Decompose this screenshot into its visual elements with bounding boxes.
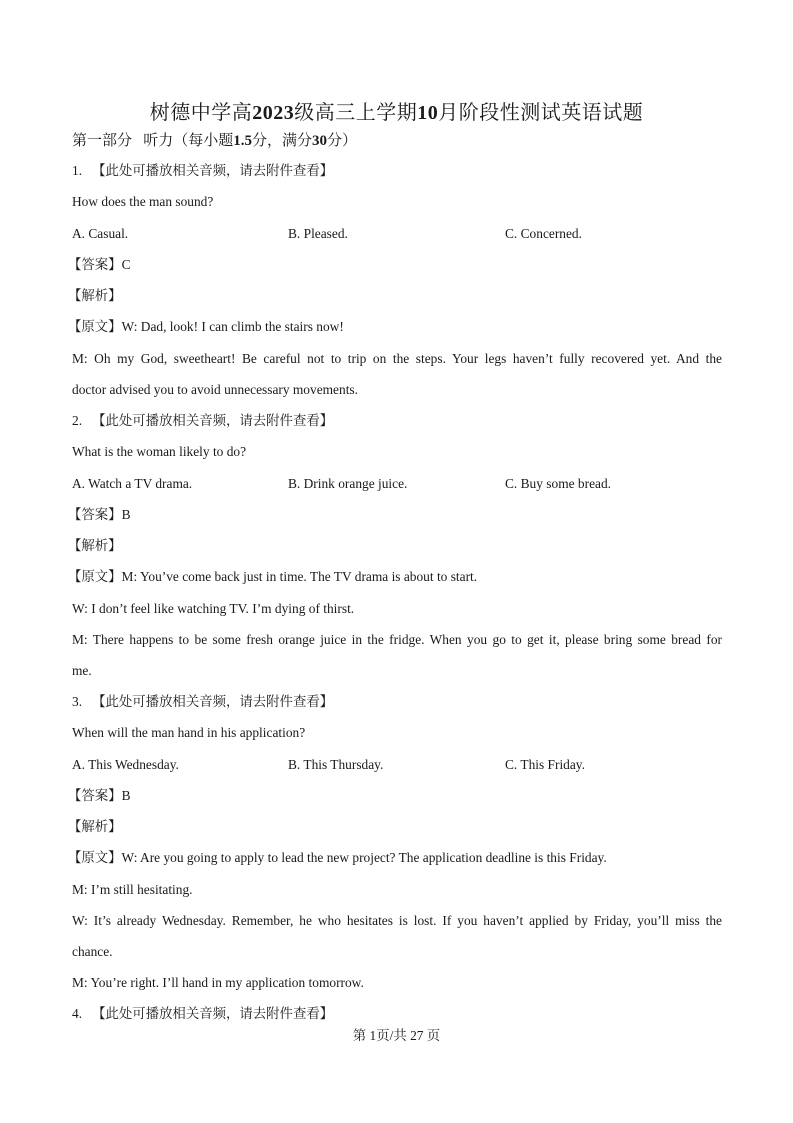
question-2-header: 2. 【此处可播放相关音频，请去附件查看】 — [72, 413, 334, 428]
question-3-option-a: A. This Wednesday. — [72, 757, 179, 772]
question-4-header: 4. 【此处可播放相关音频，请去附件查看】 — [72, 1006, 334, 1021]
question-1-stem: How does the man sound? — [72, 194, 214, 209]
title-text: 月阶段性测试英语试题 — [438, 102, 644, 124]
question-2-option-c: C. Buy some bread. — [505, 476, 611, 491]
question-1-header: 1. 【此处可播放相关音频，请去附件查看】 — [72, 163, 334, 178]
title-text: 树德中学高 — [149, 102, 253, 124]
audio-note[interactable]: 【此处可播放相关音频，请去附件查看】 — [92, 163, 334, 178]
section-heading: 第一部分 听力（每小题1.5分，满分30分） — [72, 133, 358, 149]
question-1-option-a: A. Casual. — [72, 226, 129, 241]
question-3-option-b: B. This Thursday. — [288, 757, 384, 772]
question-2-transcript-line: W: I don’t feel like watching TV. I’m dying of thirst. — [72, 601, 355, 616]
page-footer: 第 1页/共 27 页 — [352, 1028, 441, 1043]
question-3-answer: 【答案】B — [68, 788, 131, 803]
question-1-transcript-line: doctor advised you to avoid unnecessary movements. — [72, 382, 358, 397]
question-1-transcript-line: 【原文】W: Dad, look! I can climb the stairs now! — [68, 319, 344, 334]
question-3-transcript-line: W: It’s already Wednesday. Remember, he who hesitates is lost. If you haven’t applied by Friday, you’ll miss the — [72, 913, 722, 928]
question-1-answer: 【答案】C — [68, 257, 131, 272]
question-3-option-c: C. This Friday. — [505, 757, 585, 772]
question-2-stem: What is the woman likely to do? — [72, 444, 247, 459]
question-3-header: 3. 【此处可播放相关音频，请去附件查看】 — [72, 694, 334, 709]
question-2-transcript-line: M: There happens to be some fresh orange juice in the fridge. When you go to get it, please bring some bread for — [72, 632, 722, 647]
audio-note[interactable]: 【此处可播放相关音频，请去附件查看】 — [92, 1006, 334, 1021]
question-2-transcript-line: me. — [72, 663, 92, 678]
title-text: 级高三上学期 — [294, 102, 418, 124]
question-3-analysis-label: 【解析】 — [68, 819, 122, 834]
question-1-option-c: C. Concerned. — [505, 226, 582, 241]
question-1-transcript-line: M: Oh my God, sweetheart! Be careful not to trip on the steps. Your legs haven’t fully recovered yet. And the — [72, 351, 722, 366]
question-1-option-b: B. Pleased. — [288, 226, 348, 241]
question-3-stem: When will the man hand in his application? — [72, 725, 306, 740]
title-month: 10 — [417, 102, 439, 124]
question-2-option-b: B. Drink orange juice. — [288, 476, 408, 491]
question-1-analysis-label: 【解析】 — [68, 288, 122, 303]
page-title — [0, 96, 793, 125]
title-year: 2023 — [252, 102, 295, 124]
question-3-transcript-line: 【原文】W: Are you going to apply to lead the new project? The application deadline is this Friday. — [68, 850, 607, 865]
question-2-answer: 【答案】B — [68, 507, 131, 522]
question-2-analysis-label: 【解析】 — [68, 538, 122, 553]
audio-note[interactable]: 【此处可播放相关音频，请去附件查看】 — [92, 694, 334, 709]
question-2-transcript-line: 【原文】M: You’ve come back just in time. The TV drama is about to start. — [68, 569, 478, 584]
question-3-transcript-line: chance. — [72, 944, 113, 959]
question-3-transcript-line: M: You’re right. I’ll hand in my application tomorrow. — [72, 975, 364, 990]
question-3-transcript-line: M: I’m still hesitating. — [72, 882, 193, 897]
question-2-option-a: A. Watch a TV drama. — [72, 476, 193, 491]
audio-note[interactable]: 【此处可播放相关音频，请去附件查看】 — [92, 413, 334, 428]
